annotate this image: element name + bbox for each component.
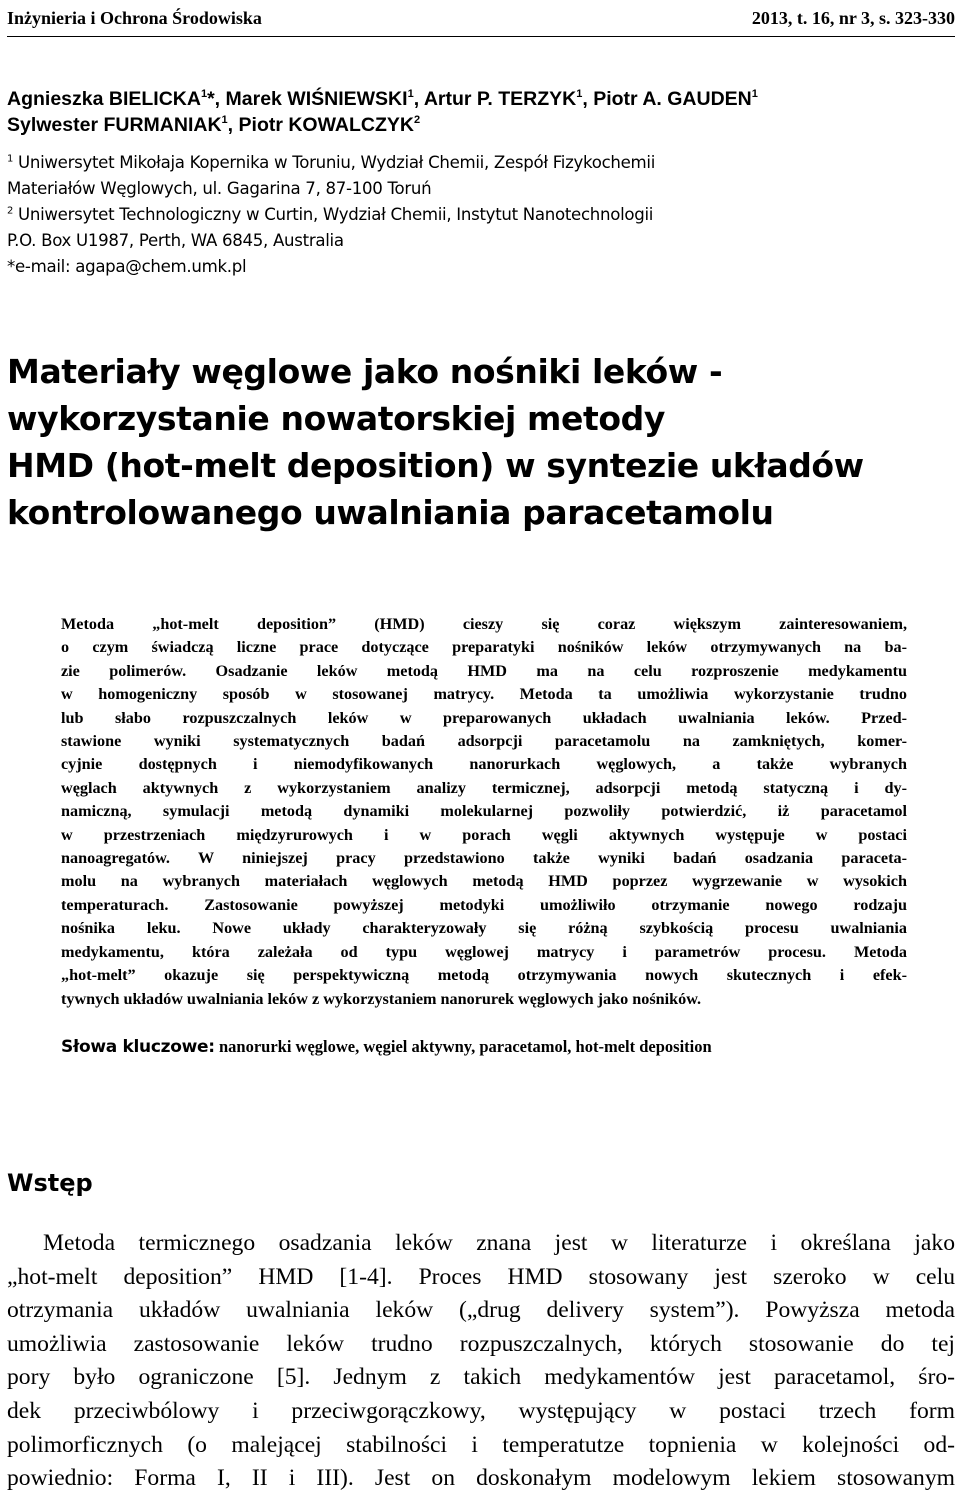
- author-name: Artur P. TERZYK: [423, 88, 577, 110]
- body-line: powiednio: Forma I, II i III). Jest on doskonałym modelowym lekiem stosowanym: [7, 1465, 955, 1492]
- affiliation-2-line-2: P.O. Box U1987, Perth, WA 6845, Australia: [7, 231, 344, 250]
- author-affiliation-mark: 1: [751, 87, 758, 100]
- affiliation-text: Uniwersytet Mikołaja Kopernika w Toruniu, Wydział Chemii, Zespół Fizykochemii: [13, 153, 655, 172]
- abstract-line: temperaturach. Zastosowanie powyższej metodyki umożliwiło otrzymanie nowego rodzaju: [61, 895, 907, 914]
- abstract-line: stawione wyniki systematycznych badań adsorpcji paracetamolu na zamkniętych, komer-: [61, 732, 907, 751]
- running-header: [7, 6, 955, 37]
- title-line: wykorzystanie nowatorskiej metody: [7, 399, 665, 438]
- affiliation-1-line-1: [7, 150, 955, 176]
- abstract-line: medykamentu, która zależała od typu węglowej matrycy i parametrów procesu. Metoda: [61, 942, 907, 961]
- author-name: Marek WIŚNIEWSKI: [225, 88, 408, 110]
- abstract-line: w przestrzeniach międzyrurowych i w porach węgli aktywnych występuje w postaci: [61, 825, 907, 844]
- body-line: dek przeciwbólowy i przeciwgorączkowy, występujący w postaci trzech form: [7, 1397, 955, 1424]
- abstract-line: molu na wybranych materiałach węglowych metodą HMD poprzez wygrzewanie w wysokich: [61, 872, 907, 891]
- author-affiliation-mark: 1: [576, 87, 583, 100]
- title-line: kontrolowanego uwalniania paracetamolu: [7, 493, 774, 532]
- body-line: otrzymania układów uwalniania leków („drug delivery system”). Powyższa metoda: [7, 1297, 955, 1324]
- author-name: Piotr A. GAUDEN: [593, 88, 752, 110]
- abstract-line: namiczną, symulacji metodą dynamiki molekularnej pozwoliły potwierdzić, iż paracetamol: [61, 802, 907, 821]
- body-line: pory było ograniczone [5]. Jednym z takich medykamentów jest paracetamol, śro-: [7, 1364, 955, 1391]
- body-line: „hot-melt deposition” HMD [1-4]. Proces HMD stosowany jest szeroko w celu: [7, 1263, 955, 1290]
- abstract-line: tywnych układów uwalniania leków z wykorzystaniem nanorurek węglowych jako nośników.: [61, 989, 702, 1008]
- paper-title: [7, 348, 955, 536]
- body-line: Metoda termicznego osadzania leków znana jest w literaturze i określana jako: [43, 1230, 955, 1256]
- affiliation-text: Uniwersytet Technologiczny w Curtin, Wydział Chemii, Instytut Nanotechnologii: [13, 205, 654, 224]
- affiliation-2-line-1: [7, 202, 955, 228]
- author-name: Agnieszka BIELICKA: [7, 88, 201, 110]
- affiliation-number: 1: [7, 153, 14, 165]
- issue-info: 2013, t. 16, nr 3, s. 323-330: [751, 8, 955, 28]
- title-line: Materiały węglowe jako nośniki leków -: [7, 352, 723, 391]
- keywords: [61, 1034, 921, 1060]
- affiliations: [7, 150, 955, 280]
- abstract-line: „hot-melt” okazuje się perspektywiczną metodą otrzymywania nowych skutecznych i efek-: [61, 966, 907, 985]
- author-name: Sylwester FURMANIAK: [7, 114, 222, 136]
- abstract-line: Metoda „hot-melt deposition” (HMD) cieszy się coraz większym zainteresowaniem,: [61, 615, 907, 633]
- author-line-2: Sylwester FURMANIAK$^1$, Piotr KOWALCZYK$^2$: [7, 113, 421, 136]
- abstract-line: nośnika leku. Nowe układy charakteryzowały się różną szybkością procesu uwalniania: [61, 919, 907, 938]
- author-name: Piotr KOWALCZYK: [238, 114, 415, 136]
- affiliation-number: 2: [7, 205, 14, 217]
- intro-paragraph: [7, 1227, 955, 1496]
- abstract-line: w homogeniczny sposób w stosowanej matrycy. Metoda ta umożliwia wykorzystanie trudno: [61, 685, 907, 704]
- affiliation-1-line-2: Materiałów Węglowych, ul. Gagarina 7, 87-100 Toruń: [7, 179, 432, 198]
- keywords-text: nanorurki węglowe, węgiel aktywny, paracetamol, hot-melt deposition: [219, 1037, 712, 1056]
- keywords-label: Słowa kluczowe:: [61, 1037, 215, 1057]
- contact-email: *e-mail: agapa@chem.umk.pl: [7, 257, 247, 276]
- author-affiliation-mark: 1: [407, 87, 414, 100]
- abstract-line: lub słabo rozpuszczalnych leków w preparowanych układach uwalniania leków. Przed-: [61, 708, 907, 727]
- body-line: polimorficznych (o malejącej stabilności i temperatutze topnienia w kolejności od-: [7, 1431, 955, 1458]
- corresponding-mark: *,: [207, 88, 226, 110]
- abstract-line: cyjnie dostępnych i niemodyfikowanych nanorurkach węglowych, a także wybranych: [61, 755, 907, 774]
- paper-page: [7, 0, 955, 1494]
- author-line-1: Agnieszka BIELICKA$^1$*, Marek WIŚNIEWSKI$^1$, Artur P. TERZYK$^1$, Piotr A. GAUDEN$^1$: [7, 87, 758, 110]
- title-line: HMD (hot-melt deposition) w syntezie układów: [7, 446, 864, 485]
- author-affiliation-mark: 1: [200, 87, 208, 100]
- abstract-line: nanoagregatów. W niniejszej pracy przedstawiono także wyniki badań osadzania paraceta-: [61, 849, 907, 868]
- journal-name: Inżynieria i Ochrona Środowiska: [7, 8, 262, 28]
- abstract-line: zie polimerów. Osadzanie leków metodą HMD ma na celu rozproszenie medykamentu: [61, 661, 907, 680]
- abstract-line: węglach aktywnych z wykorzystaniem analizy termicznej, adsorpcji metodą statyczną i dy-: [61, 778, 907, 797]
- author-affiliation-mark: 1: [221, 113, 228, 126]
- abstract: [61, 613, 907, 1011]
- author-list: [7, 86, 955, 138]
- section-heading: Wstęp: [7, 1169, 93, 1197]
- abstract-line: o czym świadczą liczne prace dotyczące preparatyki nośników leków otrzymywanych na ba-: [61, 638, 907, 657]
- author-affiliation-mark: 2: [414, 113, 421, 126]
- body-line: umożliwia zastosowanie leków trudno rozpuszczalnych, których stosowanie do tej: [7, 1330, 955, 1357]
